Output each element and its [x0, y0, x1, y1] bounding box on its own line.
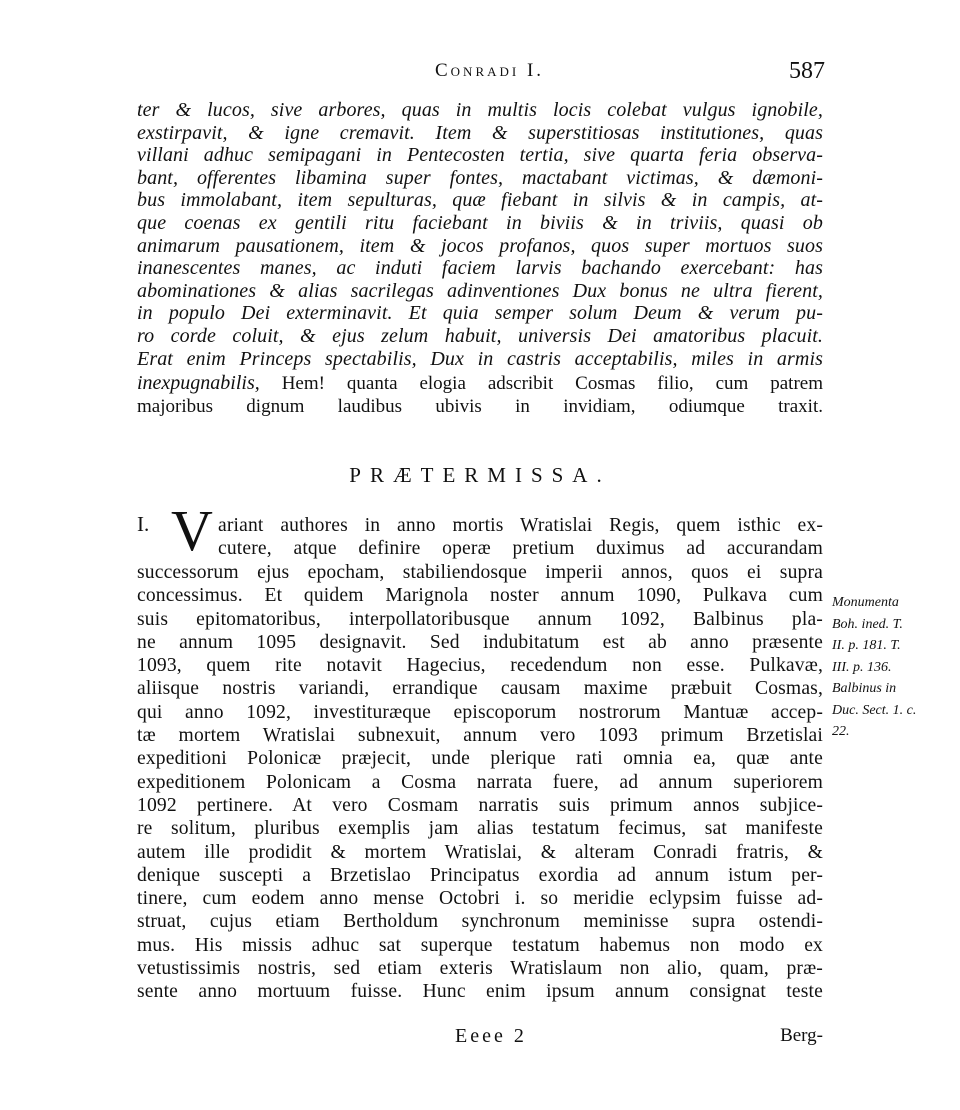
text-line: concessimus. Et quidem Marignola noster annum 1090, Pulkava cum — [137, 585, 823, 607]
text-line: 1092 pertinere. At vero Cosmam narratis suis primum annos subjice- — [137, 794, 823, 816]
text-line: ro corde coluit, & ejus zelum habuit, universis Dei amatoribus placuit. — [137, 324, 823, 347]
text-line: majoribus dignum laudibus ubivis in invidiam, odiumque traxit. — [137, 396, 823, 417]
text-line: abominationes & alias sacrilegas adinventiones Dux bonus ne ultra fierent, — [137, 279, 823, 302]
paragraph-opening — [218, 514, 823, 561]
text-line: bant, offerentes libamina super fontes, mactabant victimas, & dæmoni- — [137, 166, 823, 189]
text-line: expeditionem Polonicam a Cosma narrata fuere, ad annum superiorem — [137, 771, 823, 793]
italic-fragment: inexpugnabilis, — [137, 372, 260, 394]
text-line: cutere, atque definire operæ pretium duximus ad accurandam — [218, 538, 823, 560]
text-line: suis epitomatoribus, interpollatoribusque annum 1092, Balbinus pla- — [137, 608, 823, 630]
text-line: tæ mortem Wratislai subnexuit, annum vero 1093 primum Brzetislai — [137, 725, 823, 747]
paragraph-number: I. — [137, 512, 150, 536]
margin-note-line: II. p. 181. T. — [832, 638, 901, 653]
text-line: 1093, quem rite notavit Hagecius, recedendum non esse. Pulkavæ, — [137, 655, 823, 677]
page-number: 587 — [789, 58, 825, 84]
text-line: ter & lucos, sive arbores, quas in multis locis colebat vulgus ignobile, — [137, 99, 823, 121]
roman-fragment: Hem! quanta elogia adscribit Cosmas filio, cum patrem — [281, 373, 823, 394]
section-heading: PRÆTERMISSA. — [349, 463, 611, 487]
text-line: exstirpavit, & igne cremavit. Item & superstitiosas institutiones, quas — [137, 121, 823, 144]
running-title: Conradi I. — [435, 60, 545, 81]
text-line: villani adhuc semipagani in Pentecosten tertia, sive quarta feria observa- — [137, 144, 823, 167]
text-line: ariant authores in anno mortis Wratislai Regis, quem isthic ex- — [218, 515, 823, 536]
margin-note-line: III. p. 136. — [832, 659, 892, 675]
text-line: struat, cujus etiam Bertholdum synchronum meminisse supra ostendi- — [137, 911, 823, 933]
text-line: mus. His missis adhuc sat superque testatum habemus non modo ex — [137, 934, 823, 956]
transition-lines — [137, 371, 823, 419]
margin-note-line: Balbinus in — [832, 681, 897, 696]
text-line: que coenas ex gentili ritu faciebant in biviis & in triviis, quasi ob — [137, 211, 823, 234]
text-line: animarum pausationem, item & jocos profanos, quos super mortuos suos — [137, 234, 823, 257]
text-line: bus immolabant, item sepulturas, quæ fiebant in silvis & in campis, at- — [137, 189, 823, 212]
text-line: Erat enim Princeps spectabilis, Dux in castris acceptabilis, miles in armis — [137, 347, 823, 370]
text-line: denique suscepti a Brzetislao Principatus exordia ad annum istum per- — [137, 864, 823, 886]
running-head — [135, 60, 825, 90]
mixed-text-line — [137, 371, 823, 395]
text-line: autem ille prodidit & mortem Wratislai, & alteram Conradi fratris, & — [137, 841, 823, 863]
catchword: Berg- — [780, 1025, 823, 1046]
text-line: in populo Dei exterminavit. Et quia semper solum Deum & verum pu- — [137, 302, 823, 325]
text-line: expeditioni Polonicæ præjecit, unde plerique rati omnia ea, quæ ante — [137, 748, 823, 770]
text-line: vetustissimis nostris, sed etiam exteris Wratislaum non alio, quam, præ- — [137, 958, 823, 980]
italic-quotation-block — [137, 99, 823, 370]
margin-note-line: Monumenta — [832, 595, 899, 610]
text-line: re solitum, pluribus exemplis jam alias testatum fecimus, sat manifeste — [137, 818, 823, 840]
text-line: successorum ejus epocham, stabiliendosque imperii annos, quos ei supra — [137, 562, 823, 583]
text-line: qui anno 1092, investituræque episcoporum nostrorum Mantuæ accep- — [137, 701, 823, 723]
text-line: aliisque nostris variandi, errandique causam maxime præbuit Cosmas, — [137, 678, 823, 700]
signature-mark: Eeee 2 — [455, 1025, 527, 1047]
paragraph-body — [137, 561, 823, 1004]
margin-note-line: Duc. Sect. 1. c. — [832, 702, 917, 718]
text-line: tinere, cum eodem anno mense Octobri i. so meridie eclypsim fuisse ad- — [137, 888, 823, 910]
text-line: inanescentes manes, ac induti faciem larvis bachando exercebant: has — [137, 257, 823, 280]
text-line: sente anno mortuum fuisse. Hunc enim ipsum annum consignat teste — [137, 981, 823, 1003]
margin-note-line: 22. — [832, 724, 850, 739]
page-footer — [137, 1025, 823, 1053]
margin-note — [832, 592, 957, 743]
margin-note-line: Boh. ined. T. — [832, 616, 903, 632]
text-line: ne annum 1095 designavit. Sed indubitatum est ab anno præsente — [137, 631, 823, 653]
drop-cap: V — [171, 498, 213, 563]
